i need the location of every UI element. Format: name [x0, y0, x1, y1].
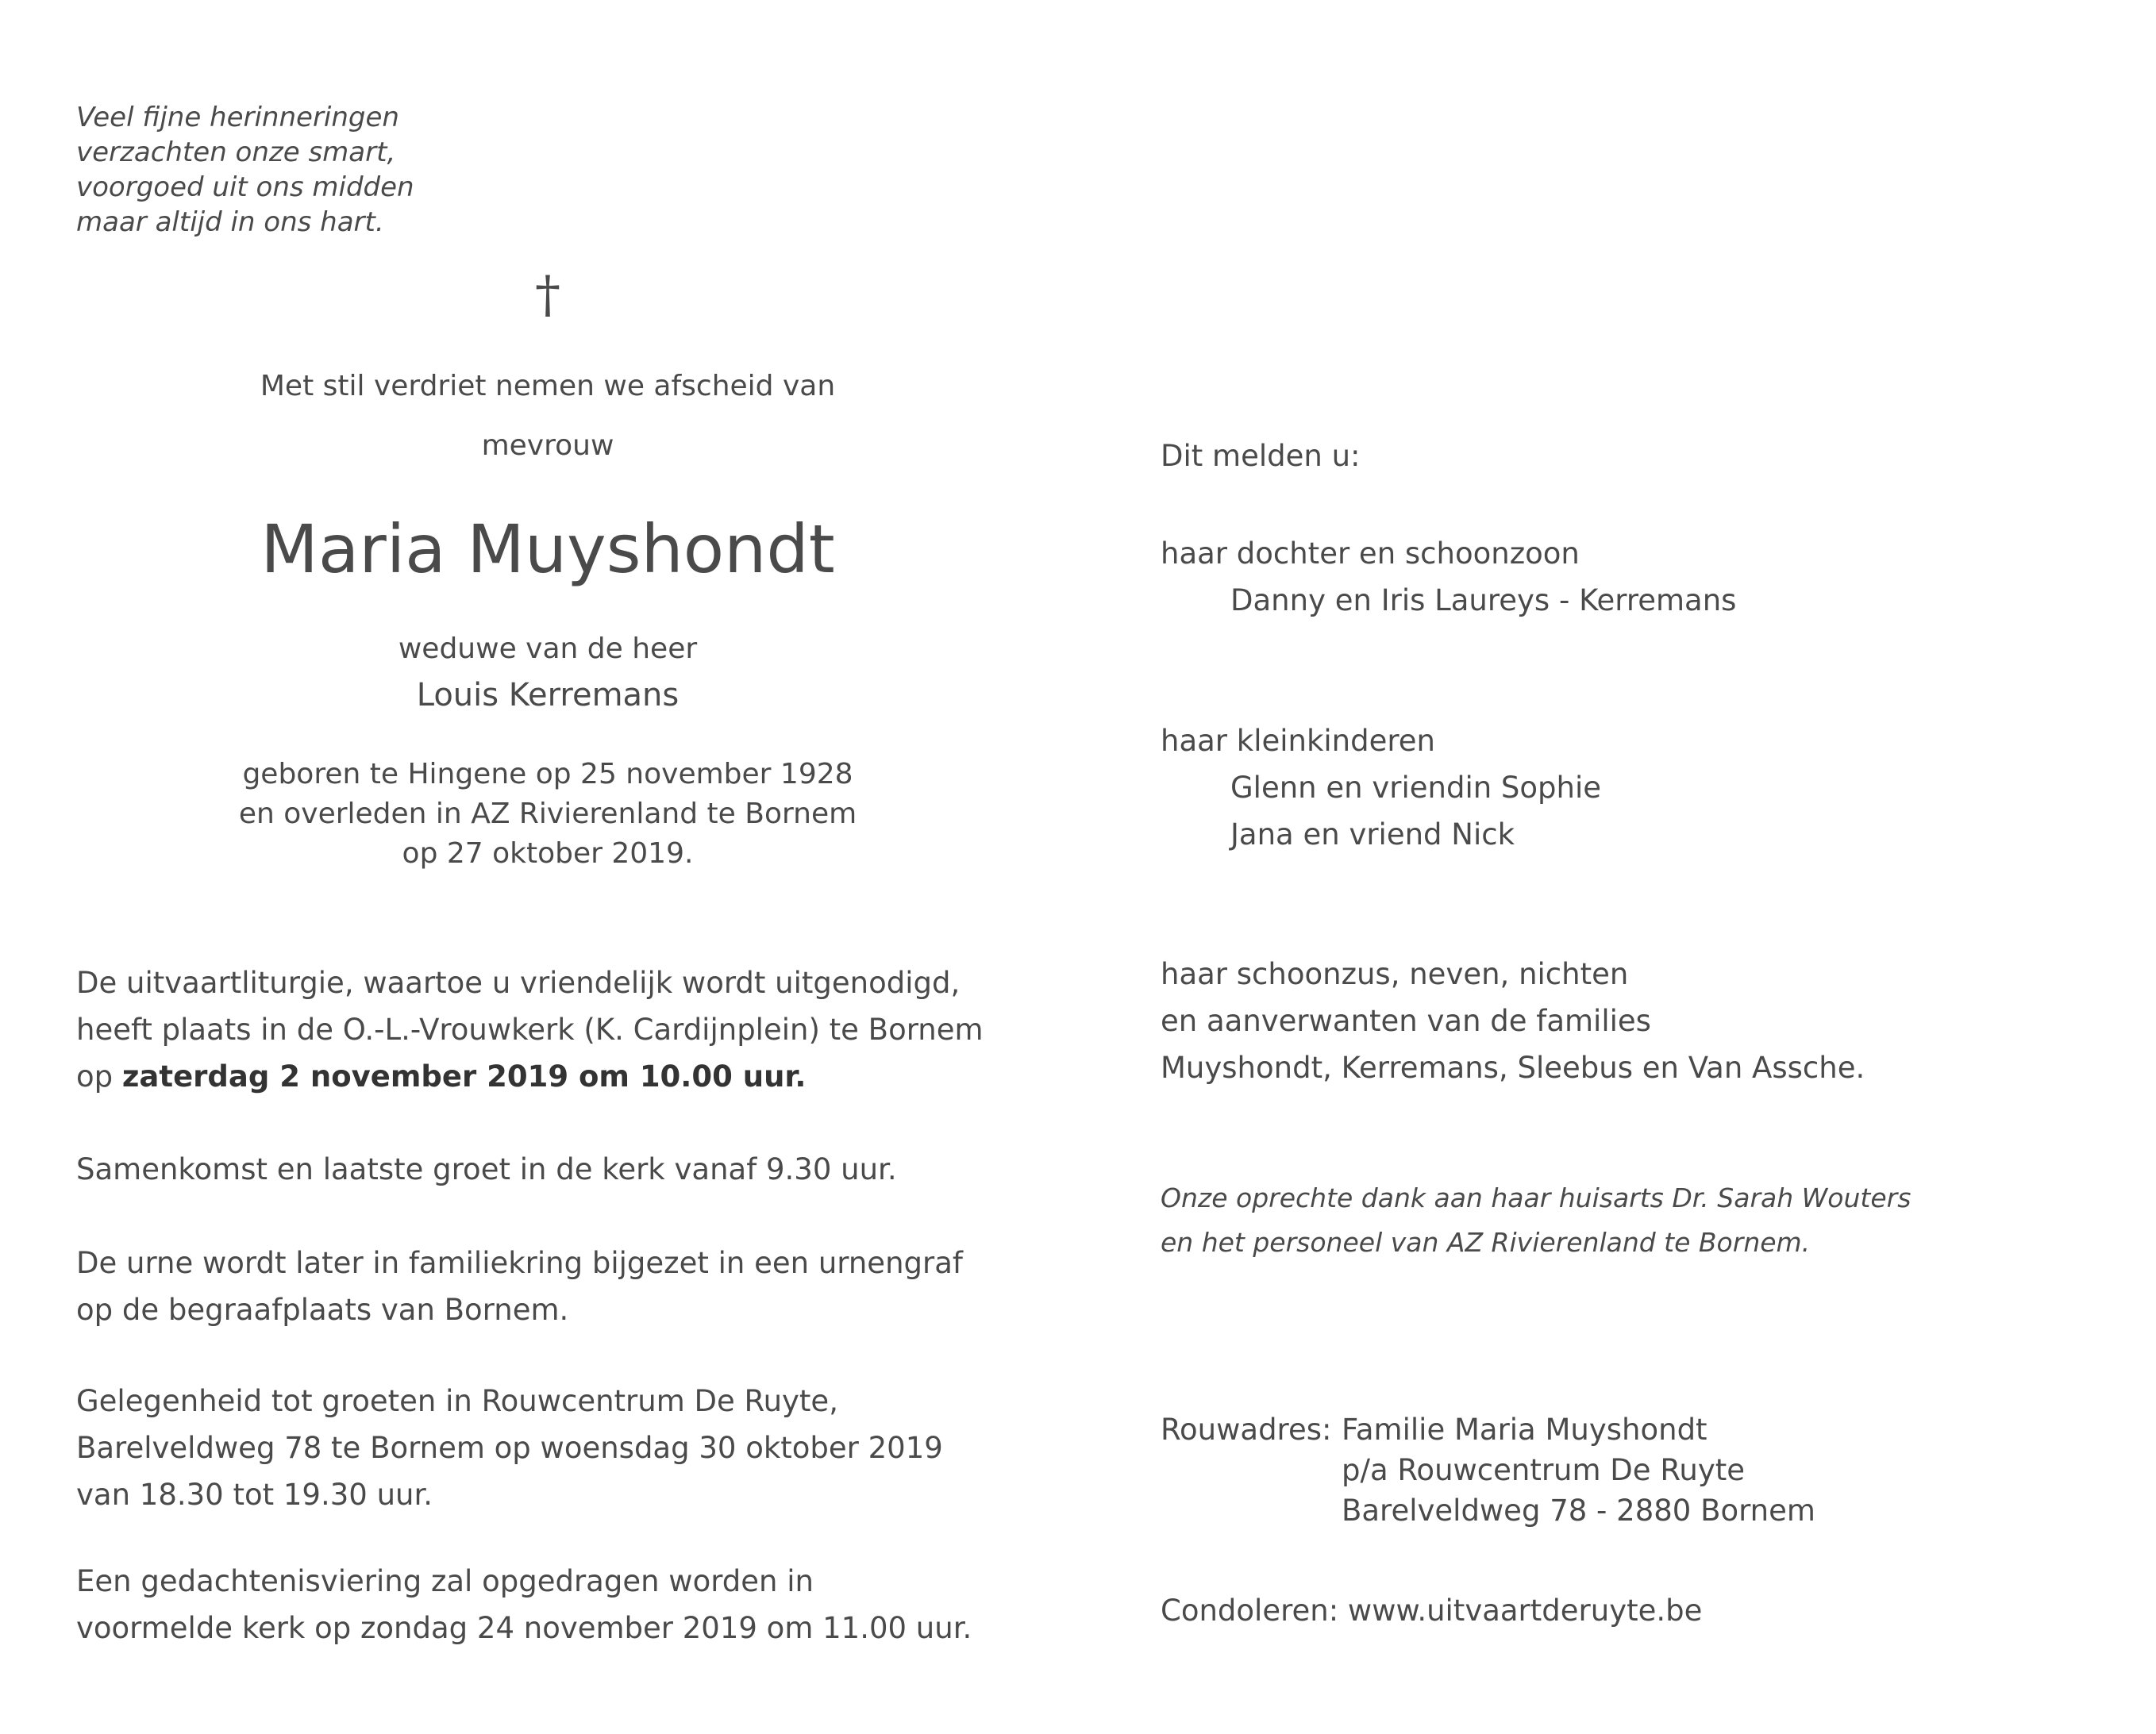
funeral-line [76, 1053, 984, 1100]
funeral-prefix: op [76, 1059, 122, 1094]
address-line: Familie Maria Muyshondt [1342, 1413, 1707, 1447]
husband-name: Louis Kerremans [416, 677, 680, 713]
memorial-line: voormelde kerk op zondag 24 november 2019 om 11.00 uur. [76, 1611, 972, 1645]
poem-line: voorgoed uit ons midden [76, 171, 414, 203]
grandchild-name: Glenn en vriendin Sophie [1230, 771, 1602, 805]
gathering-paragraph [76, 1146, 897, 1193]
relatives-line: Muyshondt, Kerremans, Sleebus en Van Assche. [1161, 1051, 1865, 1085]
relatives-block [1161, 951, 1865, 1091]
memorial-poem [76, 100, 414, 240]
relatives-line: en aanverwanten van de families [1161, 1004, 1651, 1038]
relatives-line: haar schoonzus, neven, nichten [1161, 957, 1629, 991]
daughter-heading: haar dochter en schoonzoon [1161, 536, 1580, 571]
intro-text: Met stil verdriet nemen we afscheid van [260, 370, 836, 402]
gathering-line: Samenkomst en laatste groet in de kerk vanaf 9.30 uur. [76, 1152, 897, 1186]
dates-line: geboren te Hingene op 25 november 1928 [242, 758, 853, 790]
deceased-name: Maria Muyshondt [260, 510, 835, 588]
thanks-note [1161, 1176, 1911, 1265]
honorific: mevrouw [481, 429, 614, 462]
daughter-block [1161, 530, 1736, 624]
funeral-paragraph [76, 959, 984, 1100]
life-dates [151, 755, 945, 874]
widow-of-text: weduwe van de heer [398, 632, 698, 665]
address-line: p/a Rouwcentrum De Ruyte [1342, 1453, 1745, 1487]
funeral-line: heeft plaats in de O.-L.-Vrouwkerk (K. Cardijnplein) te Bornem [76, 1013, 984, 1047]
memorial-paragraph [76, 1558, 972, 1651]
memorial-line: Een gedachtenisviering zal opgedragen worden in [76, 1564, 814, 1598]
dates-line: en overleden in AZ Rivierenland te Bornem [238, 798, 857, 830]
grandchildren-block [1161, 717, 1601, 858]
urn-paragraph [76, 1240, 963, 1333]
visitation-paragraph [76, 1378, 943, 1518]
poem-line: Veel fijne herinneringen [76, 102, 399, 133]
cross-icon: † [535, 266, 560, 325]
grandchild-name: Jana en vriend Nick [1230, 817, 1515, 852]
condolences-link[interactable]: Condoleren: www.uitvaartderuyte.be [1161, 1594, 1703, 1628]
visitation-line: Barelveldweg 78 te Bornem op woensdag 30 oktober 2019 [76, 1431, 943, 1465]
thanks-line: en het personeel van AZ Rivierenland te Bornem. [1161, 1227, 1811, 1258]
urn-line: De urne wordt later in familiekring bijgezet in een urnengraf [76, 1246, 963, 1280]
address-block [1342, 1409, 1815, 1531]
funeral-date: zaterdag 2 november 2019 om 10.00 uur. [121, 1059, 807, 1094]
dates-line: op 27 oktober 2019. [402, 837, 694, 870]
funeral-line: De uitvaartliturgie, waartoe u vriendelijk wordt uitgenodigd, [76, 966, 961, 1000]
address-label: Rouwadres: [1161, 1413, 1332, 1447]
grandchildren-heading: haar kleinkinderen [1161, 724, 1435, 758]
visitation-line: van 18.30 tot 19.30 uur. [76, 1478, 433, 1512]
urn-line: op de begraafplaats van Bornem. [76, 1293, 569, 1327]
visitation-line: Gelegenheid tot groeten in Rouwcentrum De Ruyte, [76, 1384, 838, 1418]
announce-text: Dit melden u: [1161, 439, 1361, 473]
poem-line: maar altijd in ons hart. [76, 206, 384, 238]
address-line: Barelveldweg 78 - 2880 Bornem [1342, 1494, 1815, 1528]
poem-line: verzachten onze smart, [76, 136, 396, 168]
thanks-line: Onze oprechte dank aan haar huisarts Dr. Sarah Wouters [1161, 1182, 1912, 1213]
daughter-names: Danny en Iris Laureys - Kerremans [1230, 583, 1737, 617]
